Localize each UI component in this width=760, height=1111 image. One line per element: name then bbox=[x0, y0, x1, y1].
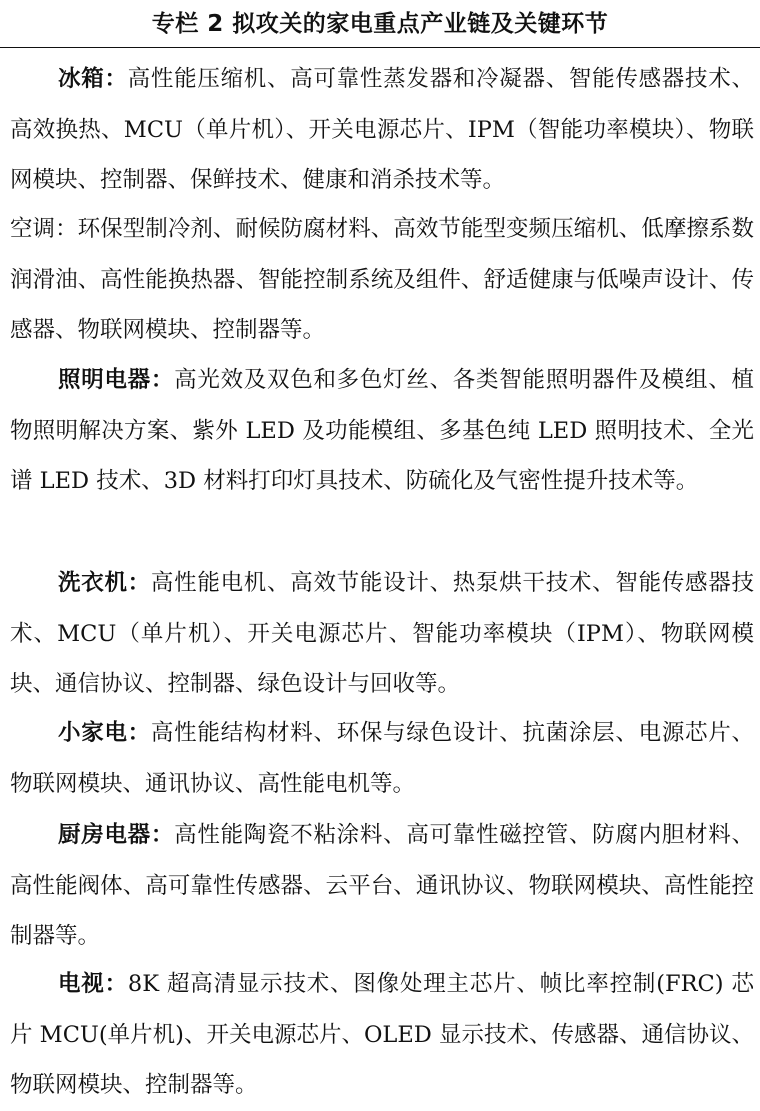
section-kitchen-appliances bbox=[10, 810, 754, 962]
box-title: 专栏 2 拟攻关的家电重点产业链及关键环节 bbox=[151, 11, 609, 37]
section-washing-machine bbox=[10, 558, 754, 710]
section-text: 高光效及双色和多色灯丝、各类智能照明器件及模组、植物照明解决方案、紫外 LED 及功能模组、多基色纯 LED 照明技术、全光谱 LED 技术、3D 材料打印灯具技术、防硫化及气密性提升技术等。 bbox=[10, 367, 754, 494]
section-text: 高性能结构材料、环保与绿色设计、抗菌涂层、电源芯片、物联网模块、通讯协议、高性能电机等。 bbox=[10, 720, 754, 797]
section-air-conditioner bbox=[10, 204, 754, 356]
title-rule bbox=[0, 47, 760, 48]
section-refrigerator bbox=[10, 54, 754, 206]
section-text: 高性能陶瓷不粘涂料、高可靠性磁控管、防腐内胆材料、高性能阀体、高可靠性传感器、云平台、通讯协议、物联网模块、高性能控制器等。 bbox=[10, 822, 754, 949]
section-label: 照明电器： bbox=[58, 367, 175, 393]
section-small-appliances bbox=[10, 708, 754, 809]
section-television bbox=[10, 959, 754, 1111]
section-label: 小家电： bbox=[58, 720, 151, 746]
section-label: 冰箱： bbox=[58, 66, 128, 92]
section-text: 环保型制冷剂、耐候防腐材料、高效节能型变频压缩机、低摩擦系数润滑油、高性能换热器、智能控制系统及组件、舒适健康与低噪声设计、传感器、物联网模块、控制器等。 bbox=[10, 216, 754, 343]
section-text: 高性能电机、高效节能设计、热泵烘干技术、智能传感器技术、MCU（单片机）、开关电源芯片、智能功率模块（IPM）、物联网模块、通信协议、控制器、绿色设计与回收等。 bbox=[10, 570, 754, 697]
section-label: 电视： bbox=[58, 971, 128, 997]
section-lighting bbox=[10, 355, 754, 507]
section-text: 8K 超高清显示技术、图像处理主芯片、帧比率控制(FRC) 芯片 MCU(单片机)、开关电源芯片、OLED 显示技术、传感器、通信协议、物联网模块、控制器等。 bbox=[10, 971, 754, 1098]
section-label: 洗衣机： bbox=[58, 570, 151, 596]
section-label: 厨房电器： bbox=[58, 822, 175, 848]
section-label: 空调： bbox=[10, 216, 78, 242]
section-text: 高性能压缩机、高可靠性蒸发器和冷凝器、智能传感器技术、高效换热、MCU（单片机）、开关电源芯片、IPM（智能功率模块）、物联网模块、控制器、保鲜技术、健康和消杀技术等。 bbox=[10, 66, 754, 193]
